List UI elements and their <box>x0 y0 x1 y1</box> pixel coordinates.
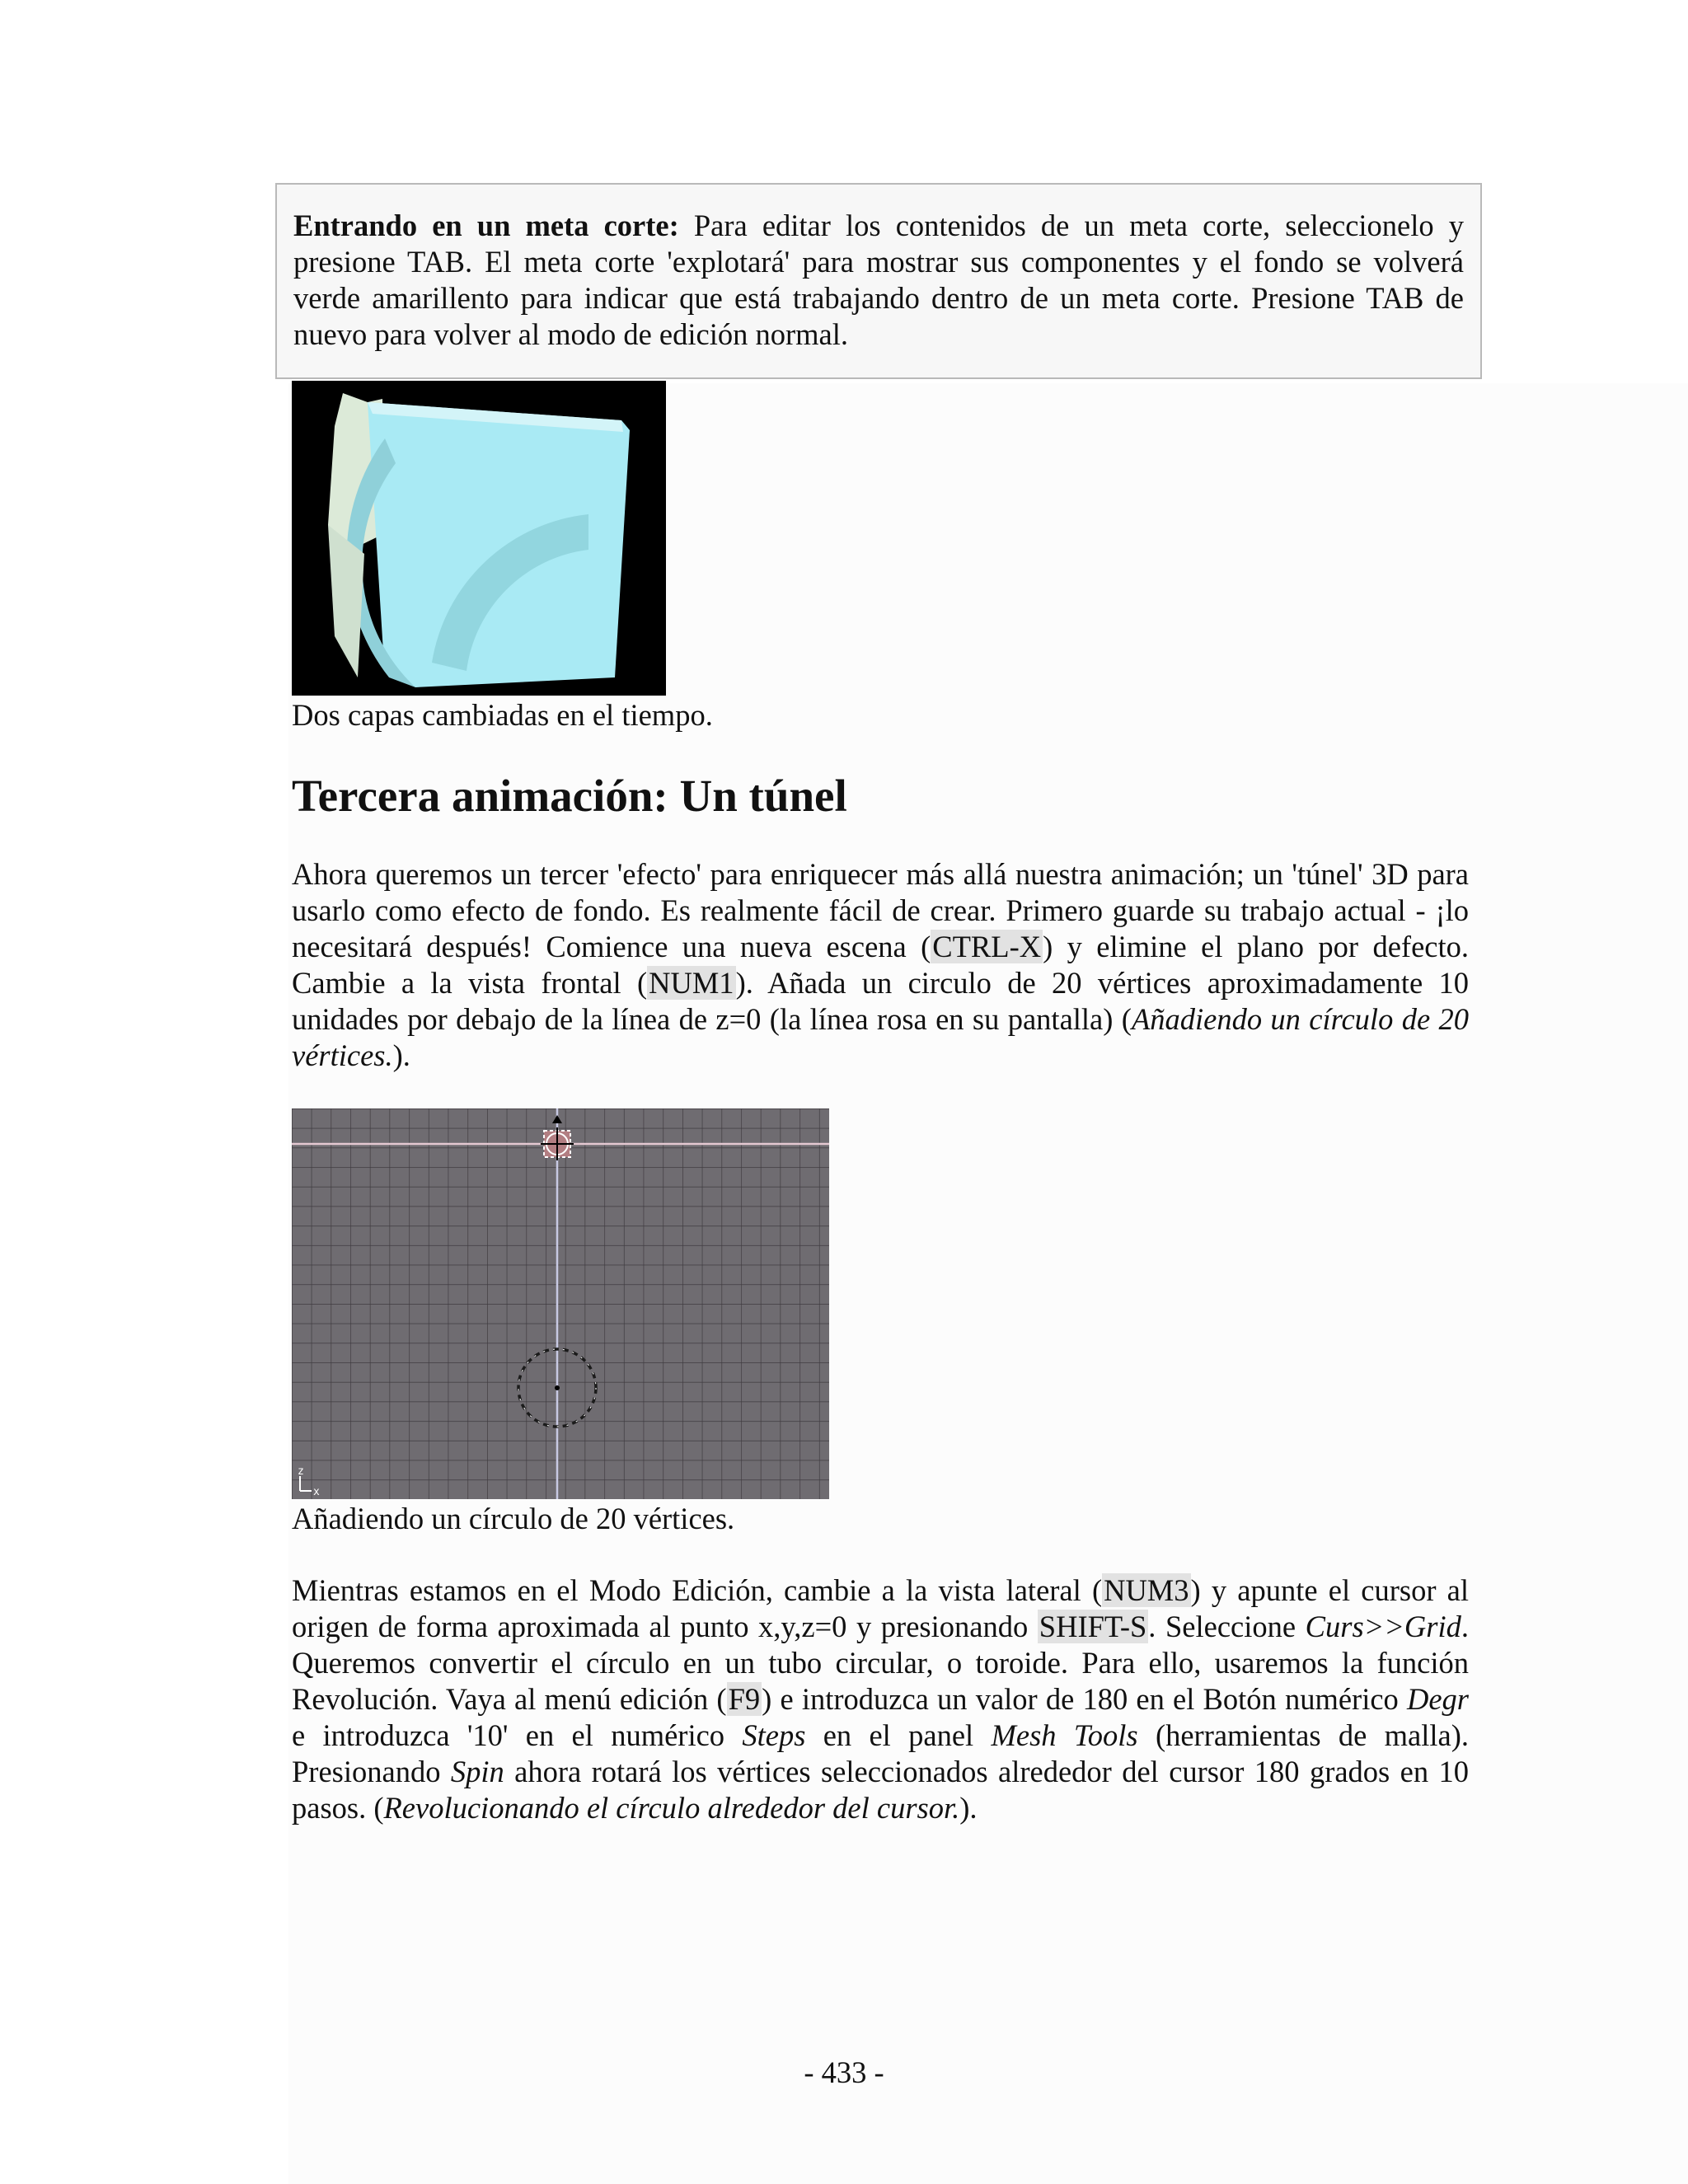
section-title: Tercera animación: Un túnel <box>292 771 847 821</box>
axis-z-label: z <box>298 1465 304 1478</box>
axis-x-label: x <box>313 1486 320 1498</box>
note-lead: Entrando en un meta corte: <box>293 209 679 242</box>
two-layers-render-image <box>292 381 666 696</box>
page-number: - 433 - <box>804 2055 884 2089</box>
figure-reference-2: Revolucionando el círculo alrededor del cursor. <box>383 1791 960 1825</box>
figure-1-caption: Dos capas cambiadas en el tiempo. <box>292 698 713 732</box>
key-f9: F9 <box>728 1682 761 1716</box>
spin-term: Spin <box>450 1755 504 1788</box>
note-text: Entrando en un meta corte: Para editar los contenidos de un meta corte, seleccionelo y presione TAB. El meta corte 'explotará' para mostrar sus componentes y el fondo se volverá verde amarillento para indicar que está trabajando dentro de un meta corte. Presione TAB de nuevo para volver al modo de edición normal. <box>293 209 1464 351</box>
key-num1: NUM1 <box>649 966 734 1000</box>
steps-term: Steps <box>742 1718 806 1752</box>
circle-20-vertices-screenshot <box>292 1108 829 1499</box>
key-shift-s: SHIFT-S <box>1039 1610 1147 1643</box>
key-num3: NUM3 <box>1104 1573 1189 1607</box>
key-ctrl-x: CTRL-X <box>932 930 1042 963</box>
mesh-tools-term: Mesh Tools <box>991 1718 1138 1752</box>
note-box <box>275 183 1482 379</box>
paragraph-1: Ahora queremos un tercer 'efecto' para enriquecer más allá nuestra animación; un 'túnel' 3D para usarlo como efecto de fondo. Es realmente fácil de crear. Primero guarde su trabajo actual - ¡lo necesitará después! Comience una nueva escena (CTRL-X) y elimine el plano por defecto. Cambie a la vista frontal (NUM1). Añada un circulo de 20 vértices aproximadamente 10 unidades por debajo de la línea de z=0 (la línea rosa en su pantalla) (Añadiendo un círculo de 20 vértices.). <box>292 857 1470 1072</box>
figure-2-caption: Añadiendo un círculo de 20 vértices. <box>292 1502 735 1535</box>
figure-reference: Añadiendo un círculo de 20 vértices. <box>292 1002 1469 1072</box>
paragraph-2: Mientras estamos en el Modo Edición, cambie a la vista lateral (NUM3) y apunte el cursor al origen de forma aproximada al punto x,y,z=0 y presionando SHIFT-S. Seleccione Curs>>Grid. Queremos convertir el círculo en un tubo circular, o toroide. Para ello, usaremos la función Revolución. Vaya al menú edición (F9) e introduzca un valor de 180 en el Botón numérico Degr e introduzca '10' en el numérico Steps en el panel Mesh Tools (herramientas de malla). Presionando Spin ahora rotará los vértices seleccionados alrededor del cursor 180 grados en 10 pasos. (Revolucionando el círculo alrededor del cursor.). <box>292 1573 1470 1825</box>
menu-path: Curs>>Grid <box>1305 1610 1461 1643</box>
degr-term: Degr <box>1406 1682 1469 1716</box>
